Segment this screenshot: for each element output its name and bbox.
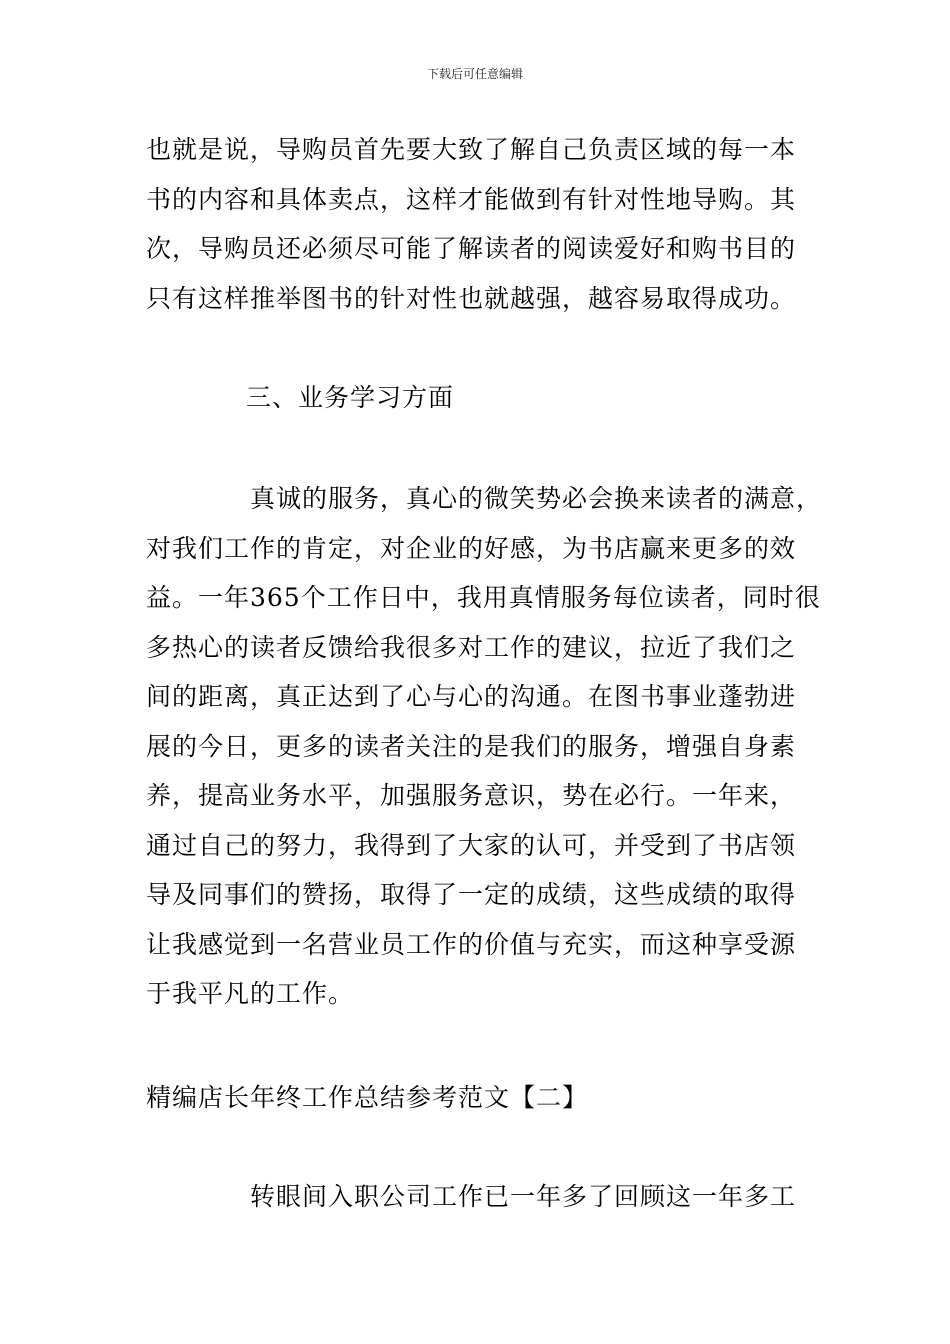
paragraph-line: 让我感觉到一名营业员工作的价值与充实，而这种享受源 (146, 929, 797, 959)
paragraph-line: 书的内容和具体卖点，这样才能做到有针对性地导购。其 (146, 184, 797, 214)
paragraph-line: 间的距离，真正达到了心与心的沟通。在图书事业蓬勃进 (146, 682, 797, 711)
paragraph-line: 于我平凡的工作。 (146, 979, 355, 1008)
paragraph-1 (146, 125, 826, 323)
article-title-block (146, 1073, 826, 1123)
page-header: 下载后可任意编辑 (426, 67, 523, 81)
paragraph-line: 多热心的读者反馈给我很多对工作的建议，拉近了我们之 (146, 632, 797, 662)
section-heading (146, 373, 826, 423)
paragraph-2 (146, 474, 826, 1019)
paragraph-line: 转眼间入职公司工作已一年多了回顾这一年多工 (250, 1182, 797, 1211)
section-3-heading: 三、业务学习方面 (246, 383, 455, 412)
paragraph-line: 真诚的服务，真心的微笑势必会换来读者的满意， (250, 484, 823, 513)
article-2-title: 精编店长年终工作总结参考范文【二】 (146, 1083, 589, 1112)
paragraph-line: 次，导购员还必须尽可能了解读者的阅读爱好和购书目的 (146, 234, 797, 263)
paragraph-line: 展的今日，更多的读者关注的是我们的服务，增强自身素 (146, 731, 797, 761)
paragraph-line: 也就是说，导购员首先要大致了解自己负责区域的每一本 (146, 135, 797, 164)
paragraph-line: 益。一年365个工作日中，我用真情服务每位读者，同时很 (146, 583, 821, 612)
paragraph-line: 只有这样推举图书的针对性也就越强，越容易取得成功。 (146, 283, 797, 313)
paragraph-line: 导及同事们的赞扬，取得了一定的成绩，这些成绩的取得 (146, 880, 797, 909)
paragraph-3 (146, 1172, 826, 1222)
paragraph-line: 对我们工作的肯定，对企业的好感，为书店赢来更多的效 (146, 533, 797, 563)
paragraph-line: 通过自己的努力，我得到了大家的认可，并受到了书店领 (146, 830, 797, 860)
paragraph-line: 养，提高业务水平，加强服务意识，势在必行。一年来， (146, 781, 797, 810)
